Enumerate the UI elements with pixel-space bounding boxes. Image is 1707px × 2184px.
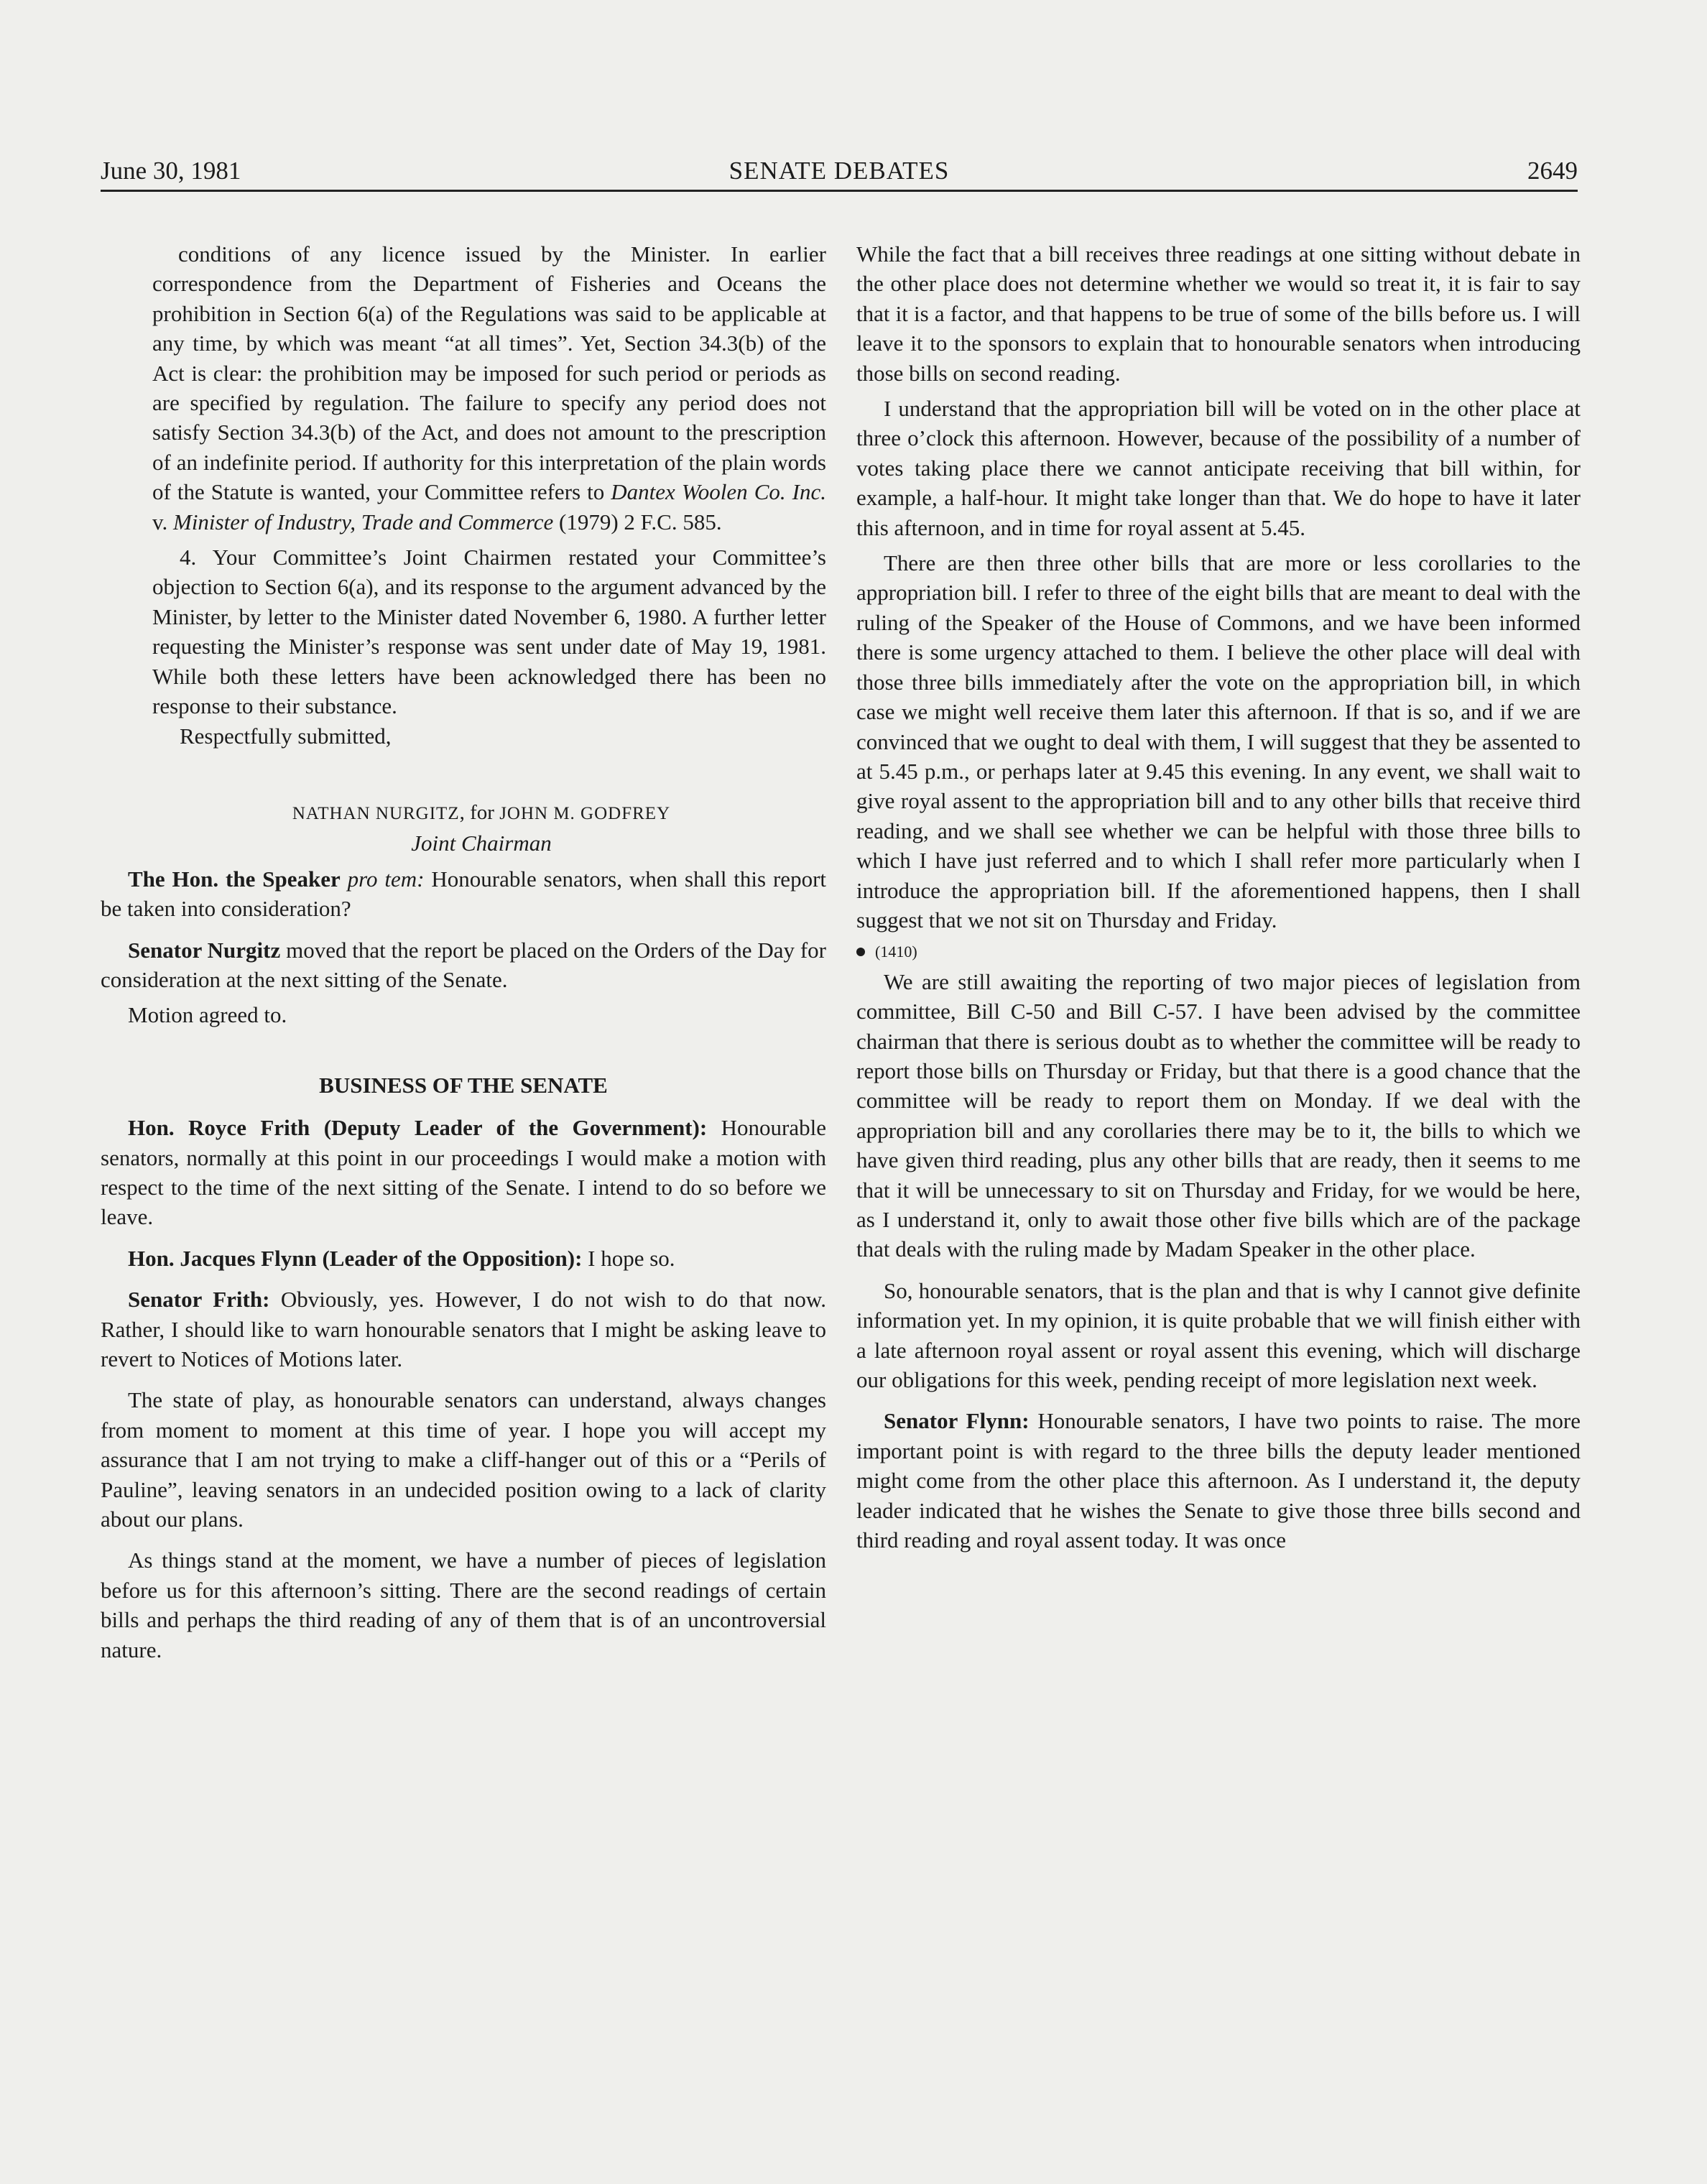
- frith-label: Hon. Royce Frith (Deputy Leader of the Government):: [128, 1115, 708, 1141]
- right-paragraph-3: There are then three other bills that are more or less corollaries to the appropriation bill. I refer to three of the eight bills that are meant to deal with the ruling of the Speaker of the House of Commons, and we have been informed there is some urgency attached to them. I believe the other place will deal with those three bills immediately after the vote on the appropriation bill, in which case we might well receive them later this afternoon. If that is so, and if we are convinced that we ought to deal with them, I will suggest that they be assented to at 5.45 p.m., or perhaps later at 9.45 this evening. In any event, we shall wait to give royal assent to the appropriation bill and to any other bills that receive third reading, and we shall see whether we can be helpful with those three bills to which I have just referred and to which I shall refer more particularly when I introduce the appropriation bill. If the aforementioned happens, then I shall suggest that we not sit on Thursday and Friday.: [856, 550, 1581, 933]
- case-citation: (1979) 2 F.C. 585.: [553, 509, 722, 535]
- section-heading: BUSINESS OF THE SENATE: [319, 1072, 608, 1098]
- flynn-text: I hope so.: [582, 1245, 675, 1271]
- speaker-paragraph: [101, 864, 826, 924]
- header-rule: [101, 190, 1578, 192]
- frith2-text: Obviously, yes. However, I do not wish to do that now. Rather, I should like to warn honourable senators that I might be asking leave to revert to Notices of Motions later.: [101, 1287, 826, 1371]
- frith-paragraph: [101, 1113, 826, 1232]
- flynn2-label: Senator Flynn:: [884, 1408, 1030, 1434]
- frith-text: Honourable senators, normally at this point in our proceedings I would make a motion with respect to the time of the next sitting of the Senate. I intend to do so before we leave.: [101, 1115, 827, 1230]
- frith2-paragraph: [101, 1285, 826, 1374]
- flynn-label: Hon. Jacques Flynn (Leader of the Opposition):: [128, 1245, 583, 1271]
- right-paragraph-2: I understand that the appropriation bill will be voted on in the other place at three o’clock this afternoon. However, because of the possibility of a number of votes taking place there we cannot anticipate receiving that bill within, for example, a half-hour. It might take longer than that. We do hope to have it later this afternoon, and in time for royal assent at 5.45.: [856, 396, 1581, 540]
- flynn2-text: Honourable senators, I have two points to raise. The more important point is with regard to the three bills the deputy leader mentioned might come from the other place this afternoon. As I understand it, the deputy leader indicated that he wishes the Senate to give those three bills second and third reading and royal assent today. It was once: [856, 1408, 1581, 1553]
- signature-role: Joint Chairman: [411, 830, 552, 856]
- case-party-1: Dantex Woolen Co. Inc.: [611, 479, 826, 505]
- flynn2-paragraph: [856, 1406, 1581, 1555]
- signature-name-1: NATHAN NURGITZ: [292, 803, 460, 823]
- flynn-paragraph: [101, 1244, 826, 1273]
- report-paragraph-4: 4. Your Committee’s Joint Chairmen restated your Committee’s objection to Section 6(a), and its response to the argument advanced by the Minister, by letter to the Minister dated November 6, 1980. A further letter requesting the Minister’s response was sent under date of May 19, 1981. While both these letters have been acknowledged there has been no response to their substance.: [152, 545, 826, 719]
- motion-agreed: Motion agreed to.: [128, 1002, 287, 1028]
- nurgitz-text: moved that the report be placed on the Orders of the Day for consideration at the next sitting of the Senate.: [101, 937, 826, 992]
- bullet-icon: [856, 948, 865, 956]
- nurgitz-paragraph: [101, 935, 826, 995]
- left-column: [101, 239, 826, 1665]
- report-signature: [101, 797, 826, 859]
- report-text: conditions of any licence issued by the Minister. In earlier correspondence from the Department of Fisheries and Oceans the prohibition in Section 6(a) of the Regulations was said to be applicable at any time, by which was meant “at all times”. Yet, Section 34.3(b) of the Act is clear: the prohibition may be imposed for such period or periods as are specified by regulation. The failure to specify any period does not satisfy Section 34.3(b) of the Act, and does not amount to the prescription of an indefinite period. If authority for this interpretation of the plain words of the Statute is wanted, your Committee refers to: [152, 241, 826, 505]
- things-stand-paragraph: As things stand at the moment, we have a number of pieces of legislation before us for this afternoon’s sitting. There are the second readings of certain bills and perhaps the third reading of any of them that is of an uncontroversial nature.: [101, 1547, 826, 1662]
- right-paragraph-1: While the fact that a bill receives three readings at one sitting without debate in the other place does not determine whether we would so treat it, it is fair to say that it is a factor, and that happens to be true of some of the bills before us. I will leave it to the sponsors to explain that to honourable senators when introducing those bills on second reading.: [856, 241, 1581, 386]
- right-column: [856, 239, 1581, 1555]
- state-of-play-paragraph: The state of play, as honourable senators can understand, always changes from moment to moment at this time of year. I hope you will accept my assurance that I am not trying to make a cliff-hanger out of this or a “Perils of Pauline”, leaving senators in an undecided position owing to a lack of clarity about our plans.: [101, 1387, 826, 1532]
- nurgitz-label: Senator Nurgitz: [128, 937, 281, 963]
- time-marker: [856, 935, 1581, 966]
- frith2-label: Senator Frith:: [128, 1287, 270, 1313]
- case-v: v.: [152, 509, 173, 535]
- page-header: [101, 152, 1578, 190]
- speaker-label: The Hon. the Speaker: [128, 866, 341, 892]
- signature-for: , for: [459, 800, 500, 824]
- right-paragraph-5: So, honourable senators, that is the plan and that is why I cannot give definite information yet. In my opinion, it is quite probable that we will finish either with a late afternoon royal assent or royal assent this evening, which will discharge our obligations for this week, pending receipt of more legislation next week.: [856, 1277, 1581, 1393]
- signature-name-2: JOHN M. GODFREY: [499, 803, 671, 823]
- right-paragraph-4: We are still awaiting the reporting of two major pieces of legislation from committee, Bill C-50 and Bill C-57. I have been advised by the committee chairman that there is serious doubt as to whether the committee will be ready to report those bills on Thursday or Friday, but that there is a good chance that the committee will be ready to report them on Monday. If we deal with the appropriation bill and any corollaries there may be to it, the bills to which we have given third reading, plus any other bills that are ready, then it seems to me that it will be unnecessary to sit on Thursday and Friday, for we would be here, as I understand it, only to await those other five bills which are of the package that deals with the ruling made by Madam Speaker in the other place.: [856, 968, 1581, 1262]
- header-page-number: 2649: [1527, 157, 1578, 185]
- speaker-text: Honourable senators, when shall this report be taken into consideration?: [101, 866, 827, 922]
- time-marker-text: (1410): [875, 943, 917, 961]
- case-party-2: Minister of Industry, Trade and Commerce: [173, 509, 554, 535]
- report-paragraph-3: [101, 239, 826, 537]
- header-title: SENATE DEBATES: [728, 157, 950, 185]
- speaker-pro-tem: pro tem:: [347, 866, 425, 892]
- report-closing: Respectfully submitted,: [180, 723, 392, 749]
- header-date: June 30, 1981: [101, 157, 241, 185]
